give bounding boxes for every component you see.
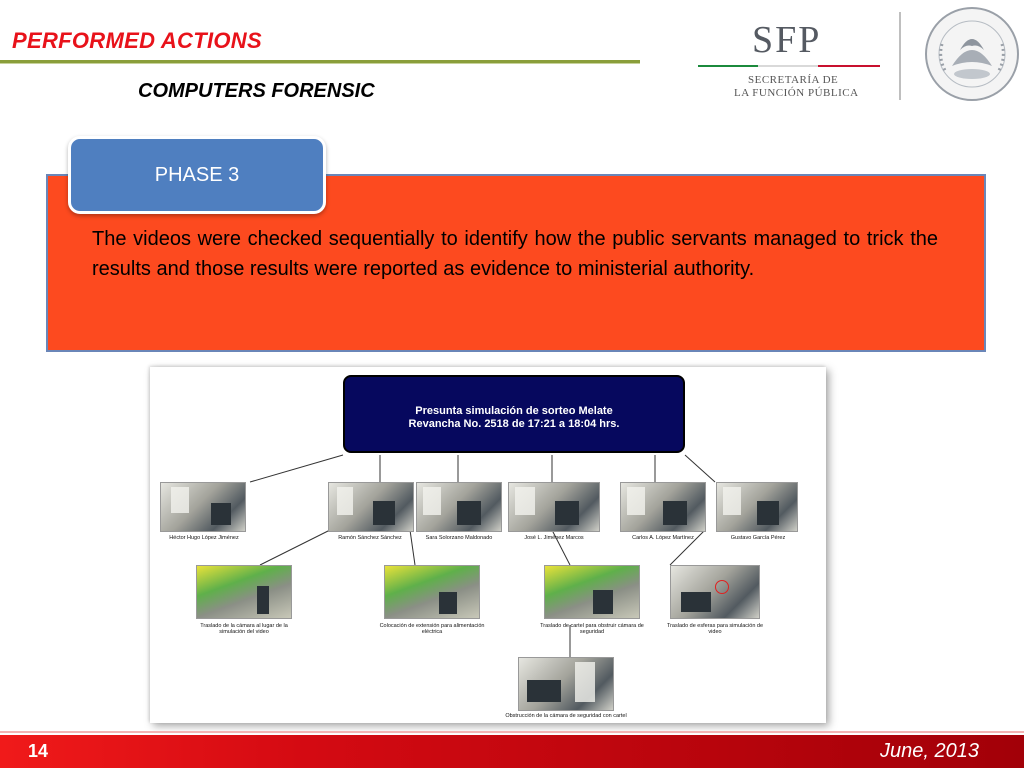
action-caption: Traslado de cartel para obstruir cámara de seguridad <box>540 623 644 635</box>
logo-divider <box>899 12 901 100</box>
final-caption: Obstrucción de la cámara de seguridad con cartel <box>505 713 627 719</box>
slide-subtitle: COMPUTERS FORENSIC <box>138 80 375 102</box>
slide-title: PERFORMED ACTIONS <box>12 28 262 53</box>
logo-line-2: LA FUNCIÓN PÚBLICA <box>734 87 859 99</box>
video-thumbnail <box>328 482 414 532</box>
mexico-seal-icon <box>922 4 1022 104</box>
action-caption: Traslado de esferas para simulación de video <box>666 623 764 635</box>
person-caption: José L. Jiménez Marcos <box>524 535 584 541</box>
person-caption: Carlos A. López Martínez <box>632 535 694 541</box>
phase-tab: PHASE 3 <box>68 136 326 214</box>
diagram-title-line-2: Revancha No. 2518 de 17:21 a 18:04 hrs. <box>408 418 620 430</box>
video-thumbnail <box>384 565 480 619</box>
video-thumbnail <box>620 482 706 532</box>
logo-stripe-red <box>818 65 880 67</box>
title-underline-light <box>0 63 640 64</box>
footer-date: June, 2013 <box>880 740 979 762</box>
video-thumbnail <box>160 482 246 532</box>
video-thumbnail <box>508 482 600 532</box>
person-caption: Ramón Sánchez Sánchez <box>338 535 402 541</box>
org-diagram <box>150 367 826 723</box>
panel-description: The videos were checked sequentially to identify how the public servants managed to trick the results and those results were reported as evidence to ministerial authority. <box>92 228 938 280</box>
video-thumbnail <box>670 565 760 619</box>
person-caption: Héctor Hugo López Jiménez <box>169 535 239 541</box>
diagram-title-box <box>343 375 685 453</box>
logo-line-1: SECRETARÍA DE <box>748 74 839 86</box>
video-thumbnail <box>544 565 640 619</box>
action-caption: Colocación de extensión para alimentación eléctrica <box>379 623 485 635</box>
video-thumbnail <box>716 482 798 532</box>
video-thumbnail <box>416 482 502 532</box>
person-caption: Gustavo García Pérez <box>730 535 786 541</box>
page-number: 14 <box>28 741 49 761</box>
video-thumbnail <box>196 565 292 619</box>
person-caption: Sara Solorzano Maldonado <box>425 535 493 541</box>
footer-top-line <box>0 731 1024 733</box>
action-caption: Traslado de la cámara al lugar de la simulación del video <box>200 623 288 635</box>
video-thumbnail <box>518 657 614 711</box>
footer-bar <box>0 735 1024 768</box>
logo-stripe-white <box>758 65 818 67</box>
logo-stripe-green <box>698 65 758 67</box>
diagram-title-line-1: Presunta simulación de sorteo Melate <box>415 405 613 417</box>
sfp-logo-acronym: SFP <box>752 19 822 61</box>
